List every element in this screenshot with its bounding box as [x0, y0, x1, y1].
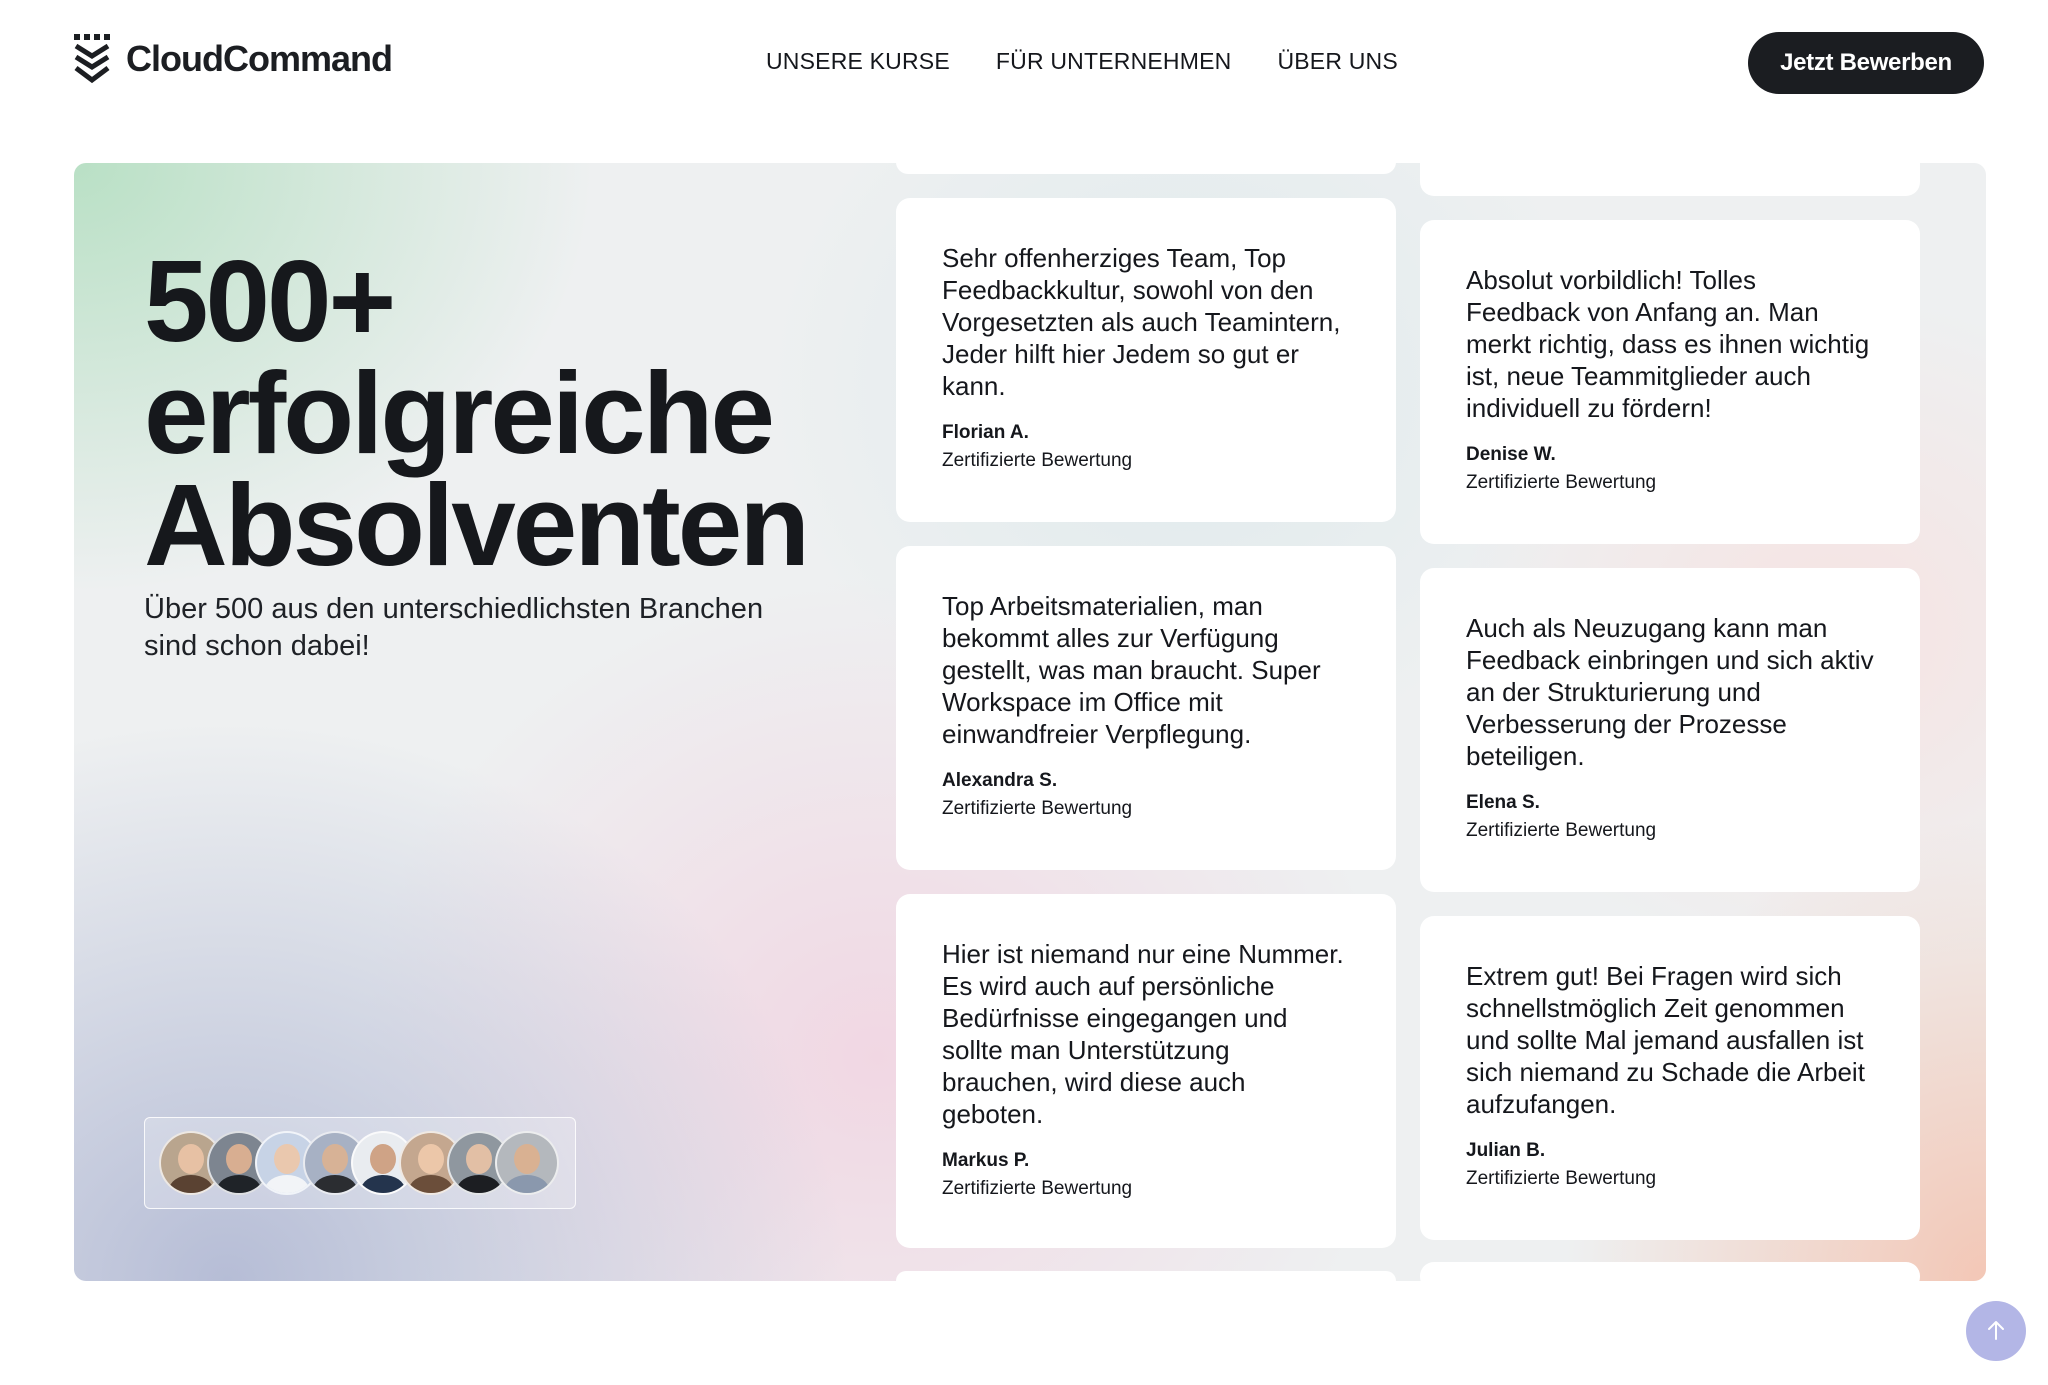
testimonial-card-partial — [1420, 1262, 1920, 1291]
headline-line-3: Absolventen — [144, 460, 808, 590]
testimonial-author: Florian A. — [942, 422, 1029, 443]
testimonial-card — [1420, 916, 1920, 1240]
testimonial-card — [1420, 568, 1920, 892]
nav-unsere-kurse[interactable]: UNSERE KURSE — [766, 48, 950, 74]
graduate-avatars — [144, 1117, 576, 1209]
testimonial-author: Alexandra S. — [942, 770, 1058, 791]
testimonial-card — [1420, 220, 1920, 544]
brand-logo-link[interactable] — [74, 34, 392, 84]
main-nav — [766, 48, 1398, 75]
testimonial-text: Hier ist niemand nur eine Nummer. Es wird auch auf persönliche Bedürfnisse eingegangen und sollte man Unterstützung brauchen, wird diese auch geboten. — [942, 939, 1344, 1129]
arrow-up-icon — [1986, 1319, 2006, 1344]
headline-count: 500+ — [144, 236, 394, 366]
certified-review-label: Zertifizierte Bewertung — [1466, 1168, 1657, 1189]
testimonial-author: Markus P. — [942, 1150, 1030, 1171]
apply-now-button[interactable]: Jetzt Bewerben — [1748, 32, 1984, 94]
avatar — [495, 1131, 559, 1195]
scroll-to-top-button[interactable] — [1966, 1301, 2026, 1361]
testimonial-author: Denise W. — [1466, 444, 1556, 465]
certified-review-label: Zertifizierte Bewertung — [942, 450, 1133, 471]
site-header — [0, 0, 2048, 130]
certified-review-label: Zertifizierte Bewertung — [1466, 472, 1657, 493]
certified-review-label: Zertifizierte Bewertung — [942, 798, 1133, 819]
testimonial-card — [896, 546, 1396, 870]
testimonial-author: Elena S. — [1466, 792, 1540, 813]
hero-subline: Über 500 aus den unterschiedlichsten Branchen sind schon dabei! — [144, 593, 764, 662]
nav-ueber-uns[interactable]: ÜBER UNS — [1277, 48, 1398, 74]
hero-headline — [144, 236, 808, 590]
headline-line-2: erfolgreiche — [144, 348, 772, 478]
certified-review-label: Zertifizierte Bewertung — [942, 1178, 1133, 1199]
testimonial-card-partial — [896, 150, 1396, 174]
brand-name: CloudCommand — [126, 38, 392, 79]
testimonial-author: Julian B. — [1466, 1140, 1546, 1161]
testimonial-card-partial — [896, 1271, 1396, 1291]
testimonial-card — [896, 894, 1396, 1248]
testimonial-card-partial — [1420, 150, 1920, 196]
nav-fuer-unternehmen[interactable]: FÜR UNTERNEHMEN — [995, 48, 1232, 74]
testimonial-text: Sehr offenherziges Team, Top Feedbackkultur, sowohl von den Vorgesetzten als auch Teamintern, Jeder hilft hier Jedem so gut er kann. — [942, 243, 1341, 401]
testimonial-text: Top Arbeitsmaterialien, man bekommt alles zur Verfügung gestellt, was man braucht. Super Workspace im Office mit einwandfreier Verpflegung. — [942, 591, 1321, 749]
testimonial-text: Absolut vorbildlich! Tolles Feedback von Anfang an. Man merkt richtig, dass es ihnen wichtig ist, neue Teammitglieder auch individuell zu fördern! — [1466, 265, 1870, 423]
testimonial-text: Auch als Neuzugang kann man Feedback einbringen und sich aktiv an der Strukturierung und Verbesserung der Prozesse beteiligen. — [1466, 613, 1874, 771]
testimonial-card — [896, 198, 1396, 522]
testimonial-text: Extrem gut! Bei Fragen wird sich schnellstmöglich Zeit genommen und sollte Mal jemand ausfallen ist sich niemand zu Schade die Arbeit aufzufangen. — [1466, 961, 1865, 1119]
shield-chevron-icon — [74, 34, 110, 84]
certified-review-label: Zertifizierte Bewertung — [1466, 820, 1657, 841]
